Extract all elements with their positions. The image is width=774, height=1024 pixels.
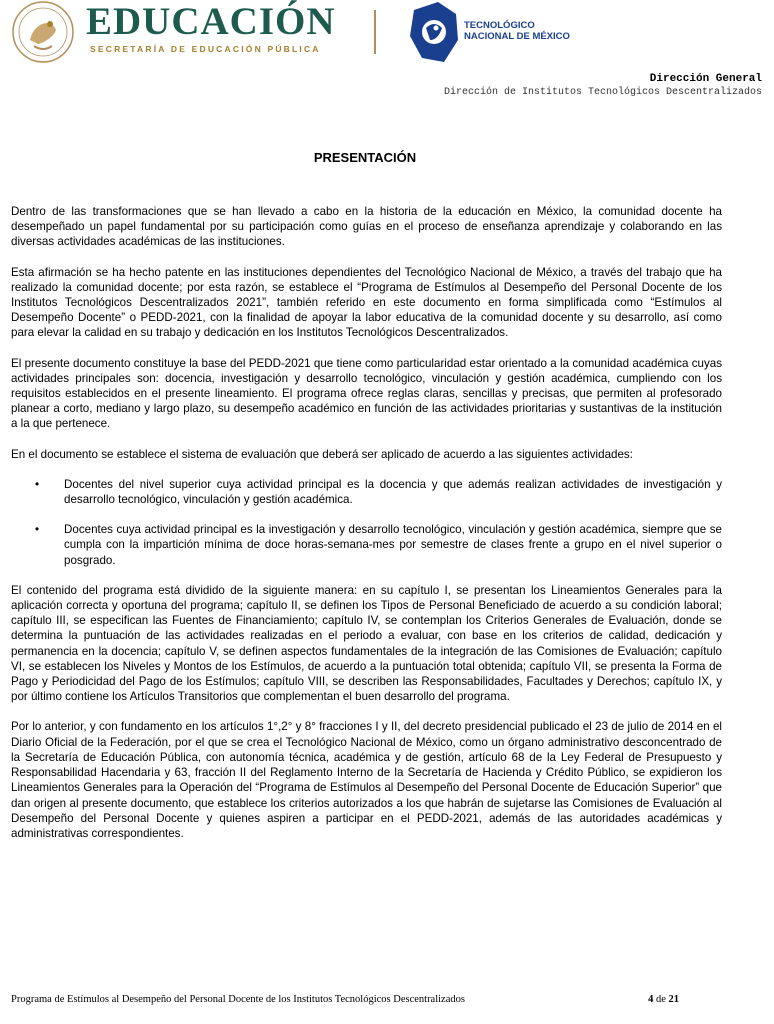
tecnm-line-2: NACIONAL DE MÉXICO (464, 31, 570, 42)
educacion-wordmark: EDUCACIÓN (86, 0, 336, 43)
paragraph: El presente documento constituye la base del PEDD-2021 que tiene como particularidad estar orientado a la comunidad académica cuyas actividades principales son: docencia, investigación y desarrollo tecnológico, vinculación y gestión académica, cumpliendo con los requisitos establecidos en el presente lineamiento. El programa ofrece reglas claras, sencillas y precisas, que permiten al profesorado planear a corto, mediano y largo plazo, su desempeño académico en función de las actividades prioritarias y sustantivas de la institución a la que pertenece. (11, 356, 722, 431)
activities-list (11, 477, 722, 568)
bullet-icon: • (35, 477, 40, 491)
footer-program-name: Programa de Estímulos al Desempeño del Personal Docente de los Institutos Tecnológicos Descentralizados (11, 994, 465, 1005)
list-item-text: Docentes del nivel superior cuya actividad principal es la docencia y que además realizan actividades de investigación y desarrollo tecnológico, vinculación y gestión académica. (64, 477, 722, 507)
paragraph: Dentro de las transformaciones que se han llevado a cabo en la historia de la educación en México, la comunidad docente ha desempeñado un papel fundamental por su participación como guías en el proceso de enseñanza aprendizaje y colaborando en las diversas actividades académicas de las instituciones. (11, 205, 722, 249)
department-heading (444, 73, 762, 99)
paragraph: En el documento se establece el sistema de evaluación que deberá ser aplicado de acuerdo a las siguientes actividades: (11, 447, 633, 461)
tecnm-wordmark (464, 20, 570, 42)
page-of: de (655, 994, 666, 1005)
paragraph: El contenido del programa está dividido de la siguiente manera: en su capítulo I, se presentan los Lineamientos Generales para la aplicación correcta y oportuna del programa; capítulo II, se definen los Tipos de Personal Beneficiado de acuerdo a su condición laboral; capítulo III, se especifican las Fuentes de Financiamiento; capítulo IV, se contemplan los Criterios Generales de Evaluación, donde se determina la puntuación de las actividades realizadas en el periodo a evaluar, con base en los criterios de calidad, dedicación y permanencia en la docencia; capítulo V, se definen aspectos fundamentales de la integración de las Comisiones de Evaluación; capítulo VI, se establecen los Niveles y Montos de los Estímulos, de acuerdo a la puntuación total obtenida; capítulo VII, se presenta la Forma de Pago y Periodicidad del Pago de los Estímulos; capítulo VIII, se describen las Responsabilidades, Facultades y Derechos; capítulo IX, y por último contiene los Artículos Transitorios que complementan el buen desarrollo del programa. (11, 583, 722, 704)
mexico-coat-of-arms-seal (10, 0, 76, 64)
page-footer (11, 994, 679, 1005)
page-number (648, 994, 679, 1005)
paragraph: Por lo anterior, y con fundamento en los artículos 1°,2° y 8° fracciones I y II, del decreto presidencial publicado el 23 de julio de 2014 en el Diario Oficial de la Federación, por el que se crea el Tecnológico Nacional de México, como un órgano administrativo desconcentrado de la Secretaría de Educación Pública, con autonomía técnica, académica y de gestión, artículo 68 de la Ley Federal de Presupuesto y Responsabilidad Hacendaria y 63, fracción II del Reglamento Interno de la Secretaría de Hacienda y Crédito Público, se expidieron los Lineamientos Generales para la Operación del “Programa de Estímulos al Desempeño del Personal Docente de Educación Superior” que dan origen al presente documento, que establece los criterios autorizados a los que habrán de sujetarse las Comisiones de Evaluación al Desempeño del Personal Docente y quienes aspiren a participar en el PEDD-2021, además de las autoridades académicas y administrativas correspondientes. (11, 720, 722, 840)
page-current: 4 (648, 994, 654, 1005)
paragraph: Esta afirmación se ha hecho patente en las instituciones dependientes del Tecnológico Nacional de México, a través del trabajo que ha realizado la comunidad docente; por esta razón, se establece el “Programa de Estímulos al Desempeño del Personal Docente de los Institutos Tecnológicos Descentralizados 2021”, también referido en este documento en forma simplificada como “Estímulos al Desempeño Docente” o PEDD-2021, con la finalidad de apoyar la labor educativa de la comunidad docente y su desarrollo, así como para elevar la calidad en su trabajo y dedicación en los Institutos Tecnológicos Descentralizados. (11, 265, 722, 340)
page-title: PRESENTACIÓN (313, 150, 417, 165)
bullet-icon: • (35, 523, 40, 537)
direccion-general: Dirección General (649, 73, 762, 85)
list-item (11, 477, 722, 507)
list-item (11, 522, 722, 568)
direccion-institutos: Dirección de Institutos Tecnológicos Descentralizados (443, 87, 762, 98)
document-body (11, 204, 722, 856)
page-total: 21 (668, 994, 679, 1005)
page-header (0, 0, 774, 70)
sep-subtitle: SECRETARÍA DE EDUCACIÓN PÚBLICA (90, 44, 321, 54)
list-item-text: Docentes cuya actividad principal es la investigación y desarrollo tecnológico, vinculación y gestión académica, siempre que se cumpla con la impartición mínima de doce horas-semana-mes por semestre de clases frente a grupo en el nivel superior o posgrado. (64, 523, 722, 567)
tecnm-gear-logo (408, 0, 460, 64)
logo-divider (374, 10, 376, 54)
tecnm-line-1: TECNOLÓGICO (464, 20, 535, 31)
